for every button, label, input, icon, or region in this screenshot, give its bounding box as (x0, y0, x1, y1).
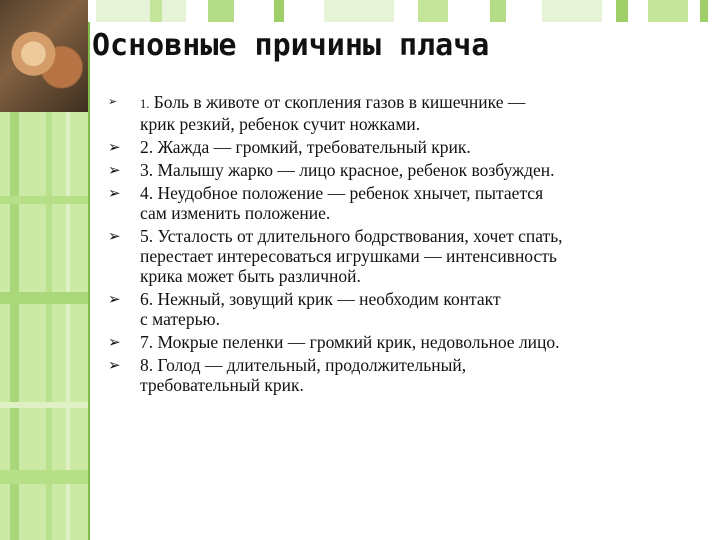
baby-photo (0, 0, 88, 112)
slide-title: Основные причины плача (92, 28, 490, 63)
decor-stripe (0, 470, 88, 484)
decorative-side-band (0, 0, 88, 540)
arrow-bullet-icon: ➢ (108, 95, 118, 108)
list-item: ➢ 5. Усталость от длительного бодрствования, хочет спать, перестает интересоваться игрушками — интенсивность крика может быть различной. (108, 226, 563, 286)
arrow-bullet-icon: ➢ (108, 227, 121, 245)
list-item: ➢ 2. Жажда — громкий, требовательный крик. (108, 137, 471, 157)
decor-stripe (0, 402, 88, 408)
arrow-bullet-icon: ➢ (108, 161, 121, 179)
decorative-top-band (88, 0, 720, 22)
list-item: ➢ 3. Малышу жарко — лицо красное, ребенок возбужден. (108, 160, 555, 180)
list-item: ➢ 6. Нежный, зовущий крик — необходим контакт с матерью. (108, 289, 501, 329)
arrow-bullet-icon: ➢ (108, 184, 121, 202)
causes-list (108, 92, 708, 398)
list-item: ➢ 7. Мокрые пеленки — громкий крик, недовольное лицо. (108, 332, 560, 352)
arrow-bullet-icon: ➢ (108, 138, 121, 156)
arrow-bullet-icon: ➢ (108, 290, 121, 308)
list-item: ➢ 4. Неудобное положение — ребенок хнычет, пытается сам изменить положение. (108, 183, 544, 223)
decor-stripe (0, 196, 88, 204)
divider (88, 22, 90, 540)
list-item: ➢ 8. Голод — длительный, продолжительный, требовательный крик. (108, 355, 467, 395)
decor-stripe (0, 292, 88, 304)
arrow-bullet-icon: ➢ (108, 356, 121, 374)
arrow-bullet-icon: ➢ (108, 333, 121, 351)
list-item: ➢ 1. Боль в животе от скопления газов в кишечнике — крик резкий, ребенок сучит ножками. (108, 92, 526, 134)
